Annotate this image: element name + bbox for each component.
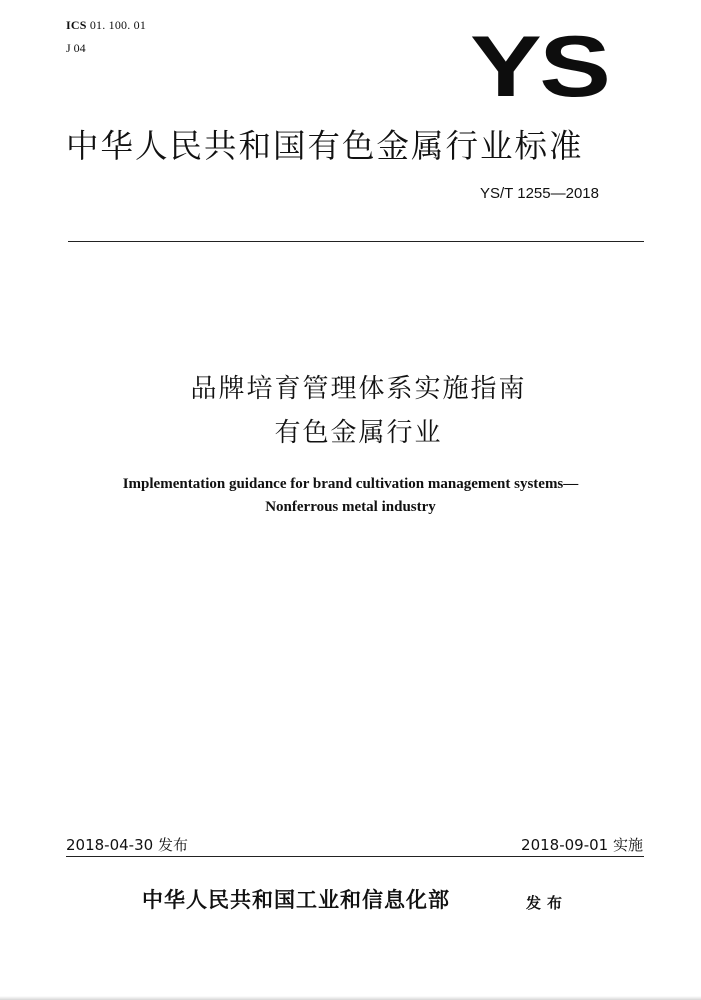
document-title-cn-line1: 品牌培育管理体系实施指南 bbox=[190, 374, 527, 404]
header-divider bbox=[68, 241, 644, 242]
classification-code: J 04 bbox=[66, 41, 86, 55]
ics-code bbox=[66, 18, 146, 32]
ics-prefix: ICS bbox=[66, 18, 87, 32]
ics-number: 01. 100. 01 bbox=[86, 18, 147, 32]
issuing-action: 发布 bbox=[526, 894, 569, 912]
issue-date: 2018-04-30 发布 bbox=[66, 836, 188, 854]
ys-logo: YS bbox=[470, 19, 609, 115]
document-title-cn-line2: 有色金属行业 bbox=[274, 418, 443, 448]
document-title-en-line1: Implementation guidance for brand cultivation management systems— bbox=[122, 476, 579, 492]
implementation-date: 2018-09-01 实施 bbox=[521, 836, 643, 854]
document-title-en-line2: Nonferrous metal industry bbox=[265, 499, 436, 515]
scan-edge bbox=[0, 996, 701, 1000]
industry-standard-title: 中华人民共和国有色金属行业标准 bbox=[66, 127, 584, 165]
footer-divider bbox=[66, 856, 644, 857]
standard-number: YS/T 1255—2018 bbox=[480, 185, 599, 202]
issuing-authority: 中华人民共和国工业和信息化部 bbox=[142, 887, 450, 912]
